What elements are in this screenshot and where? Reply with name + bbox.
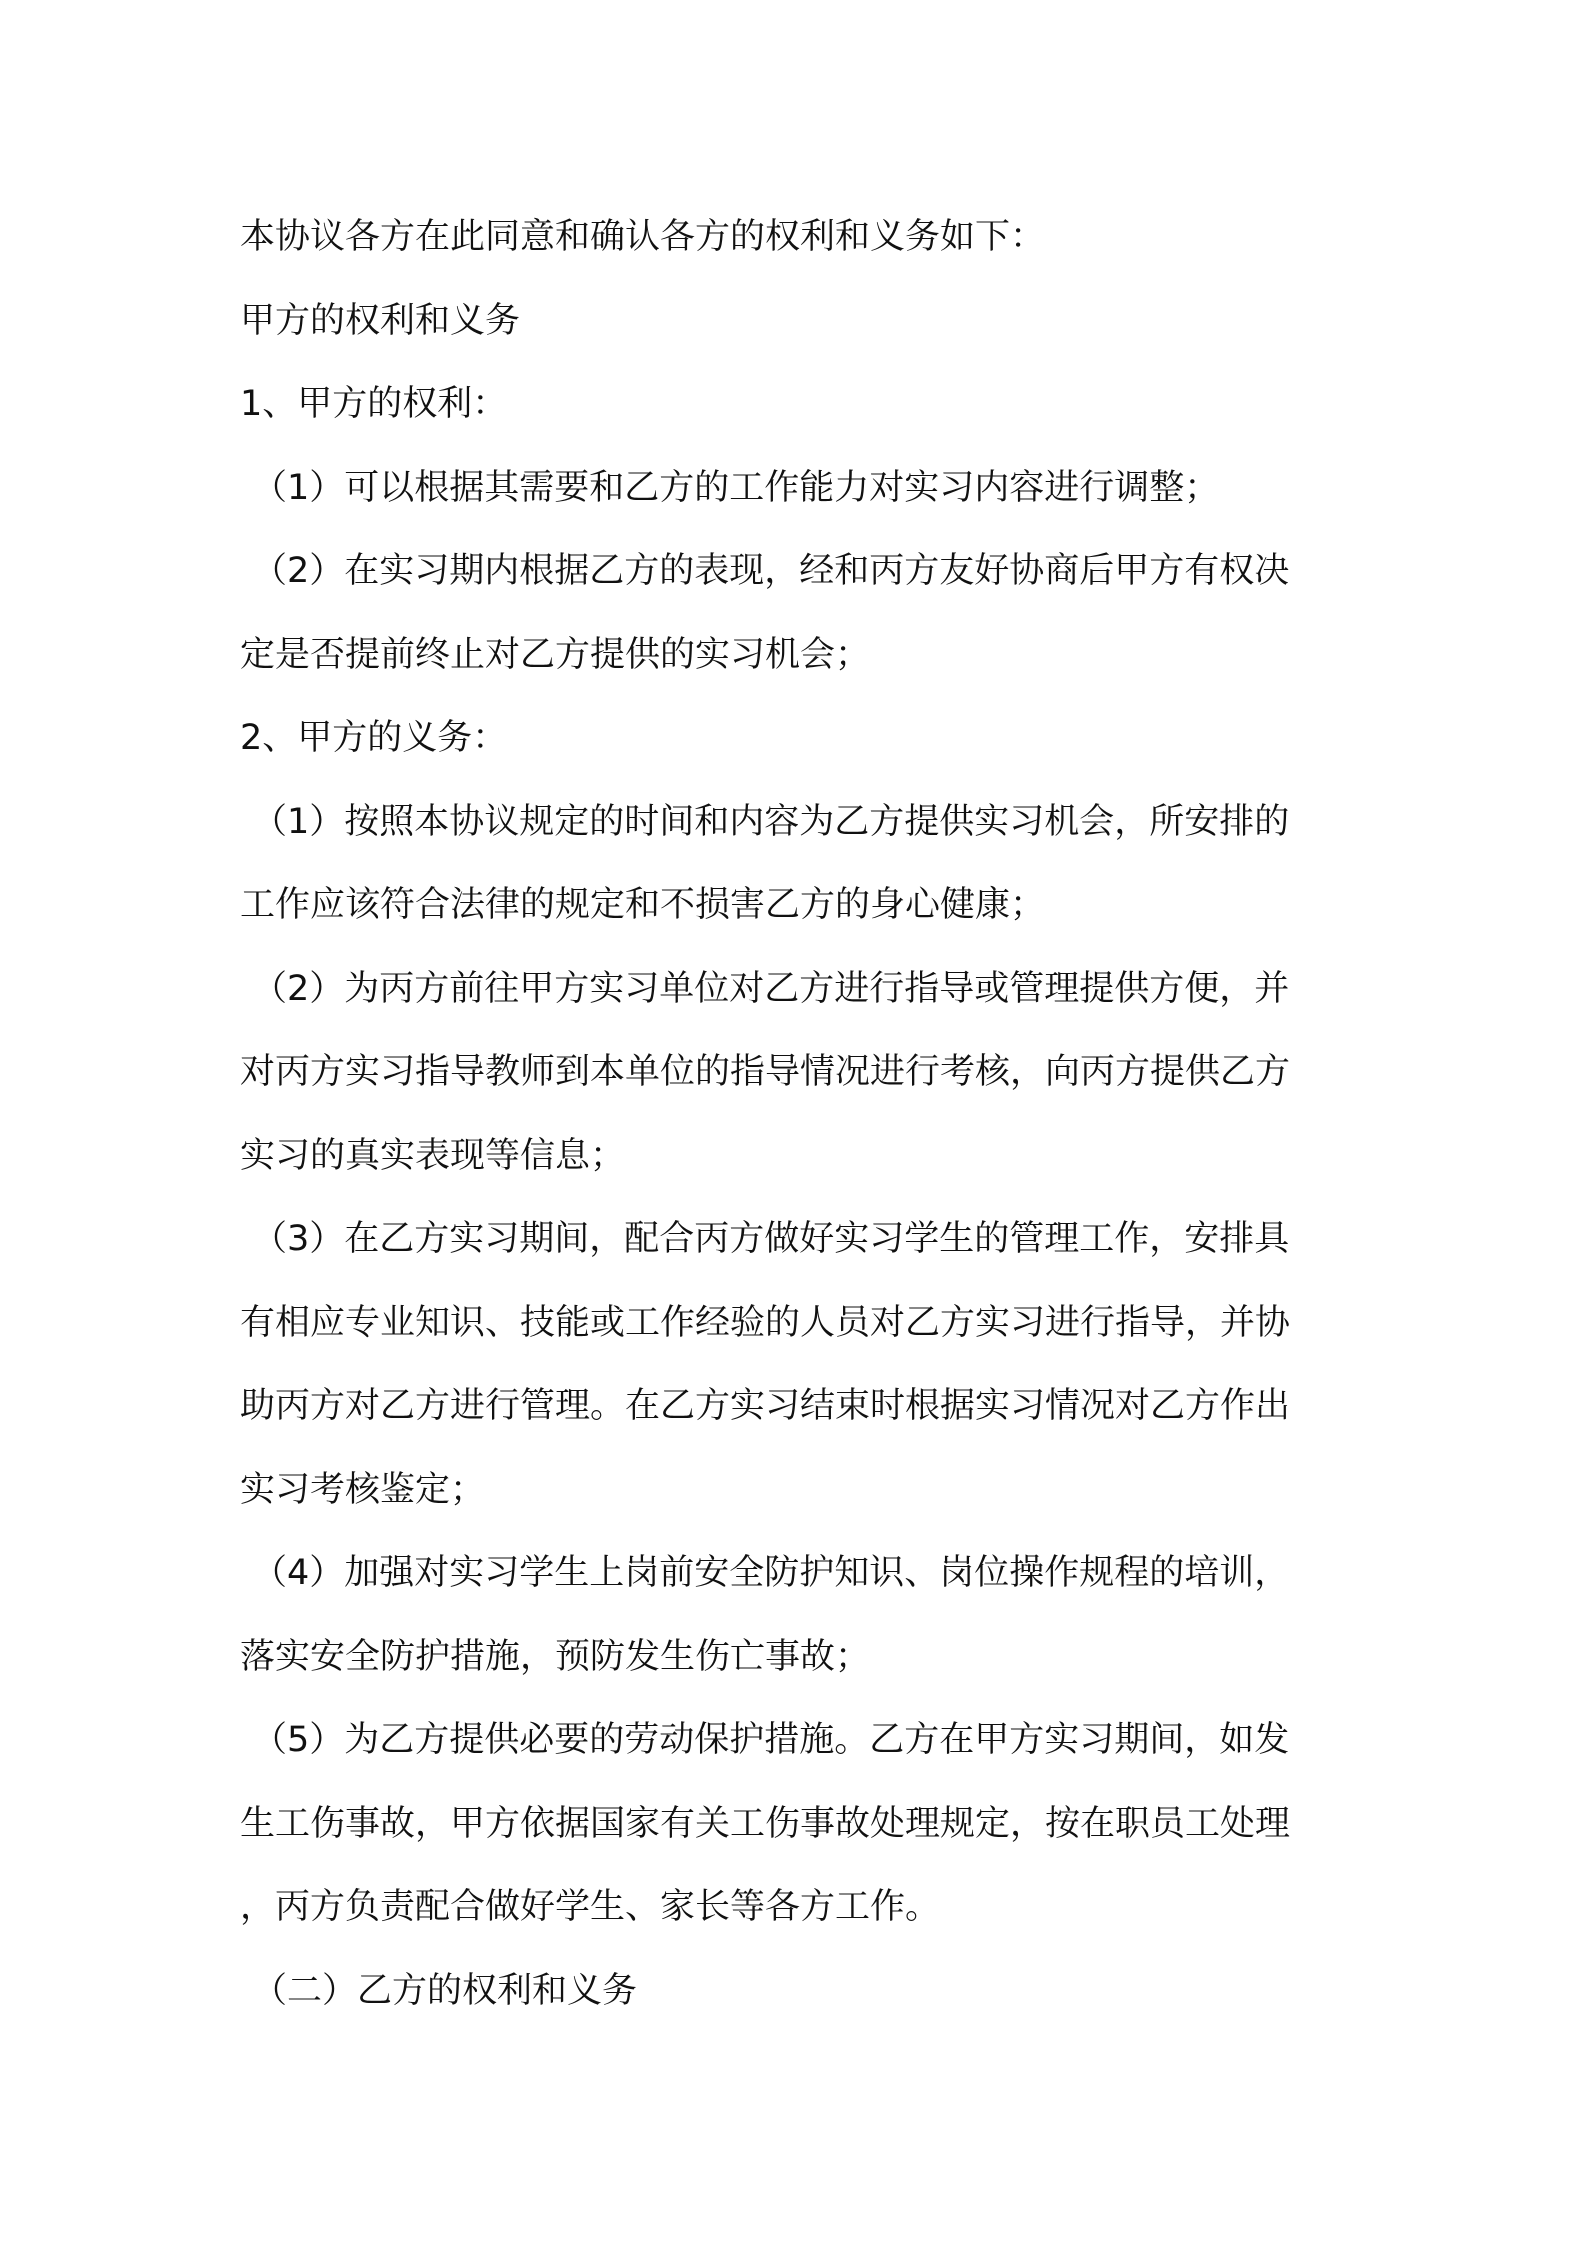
party-a-duty-3-line-1: （3）在乙方实习期间，配合丙方做好实习学生的管理工作，安排具 xyxy=(252,1219,1290,1259)
party-a-duty-3-line-4: 实习考核鉴定； xyxy=(240,1469,486,1510)
intro-text: 本协议各方在此同意和确认各方的权利和义务如下： xyxy=(240,217,1046,257)
party-a-duty-2-line-1: （2）为丙方前往甲方实习单位对乙方进行指导或管理提供方便，并 xyxy=(252,968,1290,1009)
party-a-duty-1-line-2: 工作应该符合法律的规定和不损害乙方的身心健康； xyxy=(240,885,1046,925)
party-b-heading: （二）乙方的权利和义务 xyxy=(252,1970,638,2011)
party-a-duties-heading: 2、甲方的义务： xyxy=(240,718,508,758)
party-a-duty-3-line-2: 有相应专业知识、技能或工作经验的人员对乙方实习进行指导，并协 xyxy=(240,1302,1291,1343)
party-a-duty-2-line-2: 对丙方实习指导教师到本单位的指导情况进行考核，向丙方提供乙方 xyxy=(240,1052,1291,1092)
party-a-duty-5-line-3: ，丙方负责配合做好学生、家长等各方工作。 xyxy=(240,1887,941,1927)
party-a-duty-5-line-1: （5）为乙方提供必要的劳动保护措施。乙方在甲方实习期间，如发 xyxy=(252,1720,1290,1760)
party-a-right-1: （1）可以根据其需要和乙方的工作能力对实习内容进行调整； xyxy=(252,467,1220,508)
party-a-duty-3-line-3: 助丙方对乙方进行管理。在乙方实习结束时根据实习情况对乙方作出 xyxy=(240,1386,1291,1426)
party-a-heading: 甲方的权利和义务 xyxy=(240,300,521,341)
party-a-duty-5-line-2: 生工伤事故，甲方依据国家有关工伤事故处理规定，按在职员工处理 xyxy=(240,1803,1291,1844)
party-a-right-2-line-1: （2）在实习期内根据乙方的表现，经和丙方友好协商后甲方有权决 xyxy=(252,551,1290,591)
party-a-right-2-line-2: 定是否提前终止对乙方提供的实习机会； xyxy=(240,634,871,675)
party-a-duty-4-line-1: （4）加强对实习学生上岗前安全防护知识、岗位操作规程的培训， xyxy=(252,1553,1290,1593)
party-a-duty-4-line-2: 落实安全防护措施，预防发生伤亡事故； xyxy=(240,1636,871,1677)
party-a-rights-heading: 1、甲方的权利： xyxy=(240,384,508,424)
party-a-duty-1-line-1: （1）按照本协议规定的时间和内容为乙方提供实习机会，所安排的 xyxy=(252,801,1290,842)
document-body xyxy=(240,196,1360,2033)
party-a-duty-2-line-3: 实习的真实表现等信息； xyxy=(240,1135,626,1176)
